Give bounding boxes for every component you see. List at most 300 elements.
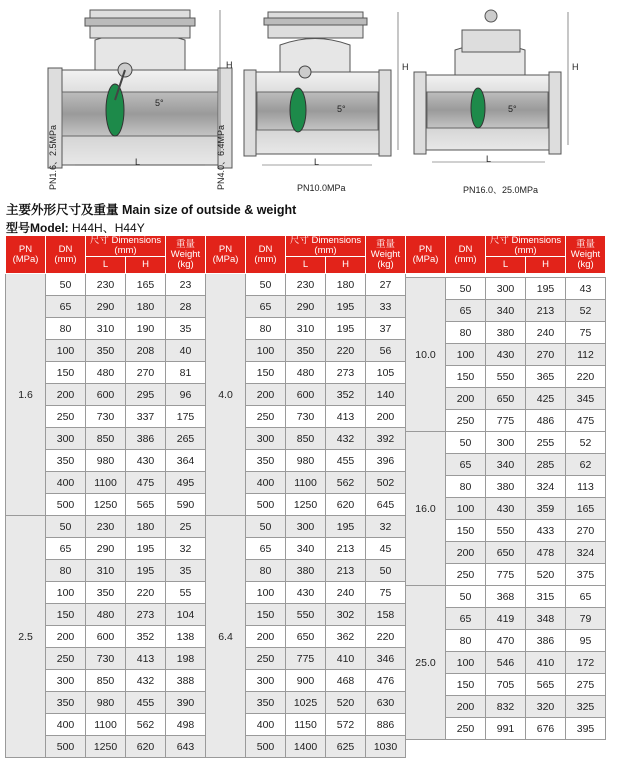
valve-drawing-3 bbox=[414, 10, 568, 162]
h-value: 410 bbox=[526, 652, 566, 674]
h-value: 213 bbox=[326, 538, 366, 560]
weight-value: 165 bbox=[566, 498, 606, 520]
h-value: 320 bbox=[526, 696, 566, 718]
l-value: 730 bbox=[86, 406, 126, 428]
weight-value: 502 bbox=[366, 472, 406, 494]
h-value: 562 bbox=[126, 714, 166, 736]
h-value: 362 bbox=[326, 626, 366, 648]
dn-value: 65 bbox=[446, 454, 486, 476]
header-dimensions: 尺寸 Dimensions (mm) bbox=[486, 236, 566, 257]
h-value: 180 bbox=[126, 296, 166, 318]
header-weight: 重量 Weight (kg) bbox=[366, 236, 406, 274]
dn-value: 400 bbox=[46, 472, 86, 494]
weight-value: 643 bbox=[166, 736, 206, 758]
dn-value: 200 bbox=[46, 384, 86, 406]
dn-value: 250 bbox=[46, 648, 86, 670]
dn-value: 150 bbox=[46, 362, 86, 384]
dn-value: 100 bbox=[446, 498, 486, 520]
dn-value: 200 bbox=[246, 626, 286, 648]
dn-value: 50 bbox=[246, 274, 286, 296]
angle-2: 5° bbox=[337, 104, 346, 114]
dn-value: 80 bbox=[246, 560, 286, 582]
dn-value: 150 bbox=[246, 604, 286, 626]
caption-pn-10-0: PN10.0MPa bbox=[297, 183, 346, 193]
h-value: 432 bbox=[326, 428, 366, 450]
model-label: 型号Model: bbox=[6, 221, 69, 235]
dn-value: 250 bbox=[46, 406, 86, 428]
l-value: 1150 bbox=[286, 714, 326, 736]
weight-value: 138 bbox=[166, 626, 206, 648]
l-value: 310 bbox=[86, 560, 126, 582]
l-value: 430 bbox=[286, 582, 326, 604]
weight-value: 395 bbox=[566, 718, 606, 740]
l-value: 230 bbox=[286, 274, 326, 296]
weight-value: 220 bbox=[566, 366, 606, 388]
l-value: 290 bbox=[86, 538, 126, 560]
weight-value: 476 bbox=[366, 670, 406, 692]
pn-value: 25.0 bbox=[406, 586, 446, 740]
dn-value: 500 bbox=[46, 494, 86, 516]
l-value: 730 bbox=[286, 406, 326, 428]
l-value: 730 bbox=[86, 648, 126, 670]
l-value: 340 bbox=[286, 538, 326, 560]
dn-value: 100 bbox=[246, 582, 286, 604]
weight-value: 50 bbox=[366, 560, 406, 582]
dn-value: 65 bbox=[246, 296, 286, 318]
weight-value: 498 bbox=[166, 714, 206, 736]
l-value: 230 bbox=[86, 516, 126, 538]
pn-value: 16.0 bbox=[406, 432, 446, 586]
weight-value: 79 bbox=[566, 608, 606, 630]
dn-value: 500 bbox=[246, 736, 286, 758]
h-value: 337 bbox=[126, 406, 166, 428]
weight-value: 56 bbox=[366, 340, 406, 362]
l-value: 775 bbox=[486, 564, 526, 586]
dn-value: 80 bbox=[46, 560, 86, 582]
dimension-h-1: H bbox=[226, 60, 233, 70]
dn-value: 400 bbox=[246, 472, 286, 494]
l-value: 300 bbox=[486, 278, 526, 300]
l-value: 980 bbox=[86, 450, 126, 472]
dn-value: 350 bbox=[46, 692, 86, 714]
header-weight: 重量 Weight (kg) bbox=[166, 236, 206, 274]
h-value: 213 bbox=[526, 300, 566, 322]
l-value: 1250 bbox=[86, 494, 126, 516]
weight-value: 81 bbox=[166, 362, 206, 384]
l-value: 230 bbox=[86, 274, 126, 296]
h-value: 190 bbox=[126, 318, 166, 340]
dn-value: 80 bbox=[446, 322, 486, 344]
l-value: 980 bbox=[286, 450, 326, 472]
dn-value: 50 bbox=[46, 274, 86, 296]
l-value: 775 bbox=[486, 410, 526, 432]
weight-value: 27 bbox=[366, 274, 406, 296]
weight-value: 590 bbox=[166, 494, 206, 516]
header-pn: PN (MPa) bbox=[406, 236, 446, 274]
h-value: 475 bbox=[126, 472, 166, 494]
valve-drawings bbox=[0, 0, 625, 195]
l-value: 380 bbox=[286, 560, 326, 582]
weight-value: 43 bbox=[566, 278, 606, 300]
h-value: 324 bbox=[526, 476, 566, 498]
weight-value: 495 bbox=[166, 472, 206, 494]
dimension-l-2: L bbox=[314, 157, 320, 167]
dn-value: 200 bbox=[446, 696, 486, 718]
dn-value: 250 bbox=[446, 564, 486, 586]
h-value: 195 bbox=[126, 560, 166, 582]
dimension-h-3: H bbox=[572, 62, 579, 72]
page-title: 主要外形尺寸及重量 Main size of outside & weight bbox=[6, 203, 297, 217]
l-value: 1400 bbox=[286, 736, 326, 758]
l-value: 300 bbox=[486, 432, 526, 454]
h-value: 195 bbox=[326, 516, 366, 538]
h-value: 359 bbox=[526, 498, 566, 520]
pn-value: 6.4 bbox=[206, 516, 246, 758]
table-row bbox=[406, 586, 606, 608]
dn-value: 80 bbox=[246, 318, 286, 340]
l-value: 1250 bbox=[286, 494, 326, 516]
header-pn: PN (MPa) bbox=[6, 236, 46, 274]
weight-value: 75 bbox=[366, 582, 406, 604]
weight-value: 392 bbox=[366, 428, 406, 450]
dn-value: 65 bbox=[446, 300, 486, 322]
l-value: 368 bbox=[486, 586, 526, 608]
l-value: 991 bbox=[486, 718, 526, 740]
weight-value: 140 bbox=[366, 384, 406, 406]
dn-value: 350 bbox=[46, 450, 86, 472]
l-value: 1100 bbox=[86, 714, 126, 736]
l-value: 310 bbox=[286, 318, 326, 340]
h-value: 386 bbox=[126, 428, 166, 450]
table-row bbox=[406, 278, 606, 300]
weight-value: 1030 bbox=[366, 736, 406, 758]
dn-value: 50 bbox=[446, 278, 486, 300]
dn-value: 100 bbox=[246, 340, 286, 362]
weight-value: 95 bbox=[566, 630, 606, 652]
header-h: H bbox=[326, 257, 366, 274]
weight-value: 396 bbox=[366, 450, 406, 472]
h-value: 562 bbox=[326, 472, 366, 494]
l-value: 300 bbox=[286, 516, 326, 538]
dn-value: 80 bbox=[46, 318, 86, 340]
l-value: 290 bbox=[286, 296, 326, 318]
h-value: 425 bbox=[526, 388, 566, 410]
h-value: 213 bbox=[326, 560, 366, 582]
dimension-h-2: H bbox=[402, 62, 409, 72]
l-value: 350 bbox=[86, 340, 126, 362]
l-value: 350 bbox=[86, 582, 126, 604]
weight-value: 104 bbox=[166, 604, 206, 626]
weight-value: 35 bbox=[166, 318, 206, 340]
valve-drawing-svg bbox=[0, 0, 625, 195]
l-value: 430 bbox=[486, 344, 526, 366]
h-value: 625 bbox=[326, 736, 366, 758]
header-h: H bbox=[526, 257, 566, 274]
l-value: 850 bbox=[86, 428, 126, 450]
weight-value: 25 bbox=[166, 516, 206, 538]
dn-value: 150 bbox=[446, 520, 486, 542]
header-pn: PN (MPa) bbox=[206, 236, 246, 274]
dn-value: 80 bbox=[446, 476, 486, 498]
dimension-l-3: L bbox=[486, 154, 492, 164]
h-value: 195 bbox=[126, 538, 166, 560]
h-value: 270 bbox=[526, 344, 566, 366]
l-value: 705 bbox=[486, 674, 526, 696]
pn-value: 10.0 bbox=[406, 278, 446, 432]
dn-value: 50 bbox=[446, 432, 486, 454]
h-value: 410 bbox=[326, 648, 366, 670]
l-value: 430 bbox=[486, 498, 526, 520]
dn-value: 65 bbox=[246, 538, 286, 560]
weight-value: 65 bbox=[566, 586, 606, 608]
h-value: 433 bbox=[526, 520, 566, 542]
weight-value: 364 bbox=[166, 450, 206, 472]
h-value: 273 bbox=[326, 362, 366, 384]
h-value: 365 bbox=[526, 366, 566, 388]
model-line bbox=[6, 219, 145, 236]
h-value: 352 bbox=[326, 384, 366, 406]
l-value: 1100 bbox=[86, 472, 126, 494]
weight-value: 45 bbox=[366, 538, 406, 560]
weight-value: 32 bbox=[366, 516, 406, 538]
caption-pn-1-6-2-5: PN1.6、2.5MPa bbox=[48, 124, 58, 190]
header-h: H bbox=[126, 257, 166, 274]
l-value: 1025 bbox=[286, 692, 326, 714]
l-value: 900 bbox=[286, 670, 326, 692]
l-value: 600 bbox=[86, 626, 126, 648]
h-value: 165 bbox=[126, 274, 166, 296]
l-value: 850 bbox=[286, 428, 326, 450]
pn-value: 4.0 bbox=[206, 274, 246, 516]
l-value: 600 bbox=[86, 384, 126, 406]
caption-pn-16-25: PN16.0、25.0MPa bbox=[463, 185, 539, 195]
h-value: 676 bbox=[526, 718, 566, 740]
dn-value: 100 bbox=[46, 582, 86, 604]
l-value: 775 bbox=[286, 648, 326, 670]
dn-value: 200 bbox=[446, 542, 486, 564]
header-weight: 重量 Weight (kg) bbox=[566, 236, 606, 274]
h-value: 620 bbox=[326, 494, 366, 516]
l-value: 980 bbox=[86, 692, 126, 714]
h-value: 565 bbox=[526, 674, 566, 696]
h-value: 302 bbox=[326, 604, 366, 626]
dn-value: 65 bbox=[46, 538, 86, 560]
weight-value: 35 bbox=[166, 560, 206, 582]
l-value: 480 bbox=[86, 604, 126, 626]
dn-value: 250 bbox=[246, 406, 286, 428]
h-value: 195 bbox=[326, 296, 366, 318]
l-value: 290 bbox=[86, 296, 126, 318]
weight-value: 630 bbox=[366, 692, 406, 714]
weight-value: 28 bbox=[166, 296, 206, 318]
weight-value: 645 bbox=[366, 494, 406, 516]
header-dn: DN (mm) bbox=[46, 236, 86, 274]
h-value: 430 bbox=[126, 450, 166, 472]
valve-drawing-2 bbox=[244, 12, 398, 165]
spec-table-right bbox=[405, 277, 606, 740]
valve-drawing-1 bbox=[48, 10, 232, 168]
l-value: 650 bbox=[486, 542, 526, 564]
l-value: 550 bbox=[286, 604, 326, 626]
h-value: 620 bbox=[126, 736, 166, 758]
weight-value: 275 bbox=[566, 674, 606, 696]
dn-value: 250 bbox=[446, 718, 486, 740]
dn-value: 65 bbox=[446, 608, 486, 630]
dn-value: 50 bbox=[46, 516, 86, 538]
l-value: 310 bbox=[86, 318, 126, 340]
h-value: 240 bbox=[526, 322, 566, 344]
h-value: 270 bbox=[126, 362, 166, 384]
l-value: 340 bbox=[486, 300, 526, 322]
l-value: 380 bbox=[486, 476, 526, 498]
h-value: 478 bbox=[526, 542, 566, 564]
l-value: 650 bbox=[286, 626, 326, 648]
weight-value: 52 bbox=[566, 432, 606, 454]
dn-value: 150 bbox=[446, 674, 486, 696]
l-value: 340 bbox=[486, 454, 526, 476]
header-dn: DN (mm) bbox=[446, 236, 486, 274]
dn-value: 150 bbox=[246, 362, 286, 384]
dn-value: 500 bbox=[46, 736, 86, 758]
dn-value: 300 bbox=[246, 670, 286, 692]
weight-value: 220 bbox=[366, 626, 406, 648]
header-dn: DN (mm) bbox=[246, 236, 286, 274]
h-value: 315 bbox=[526, 586, 566, 608]
weight-value: 390 bbox=[166, 692, 206, 714]
dn-value: 400 bbox=[246, 714, 286, 736]
pn-value: 2.5 bbox=[6, 516, 46, 758]
h-value: 220 bbox=[126, 582, 166, 604]
weight-value: 113 bbox=[566, 476, 606, 498]
l-value: 480 bbox=[286, 362, 326, 384]
weight-value: 175 bbox=[166, 406, 206, 428]
weight-value: 62 bbox=[566, 454, 606, 476]
weight-value: 40 bbox=[166, 340, 206, 362]
h-value: 285 bbox=[526, 454, 566, 476]
l-value: 470 bbox=[486, 630, 526, 652]
weight-value: 158 bbox=[366, 604, 406, 626]
weight-value: 172 bbox=[566, 652, 606, 674]
dn-value: 250 bbox=[446, 410, 486, 432]
h-value: 455 bbox=[326, 450, 366, 472]
l-value: 600 bbox=[286, 384, 326, 406]
dn-value: 400 bbox=[46, 714, 86, 736]
h-value: 413 bbox=[126, 648, 166, 670]
dn-value: 100 bbox=[46, 340, 86, 362]
weight-value: 112 bbox=[566, 344, 606, 366]
header-l: L bbox=[286, 257, 326, 274]
dn-value: 65 bbox=[46, 296, 86, 318]
dn-value: 100 bbox=[446, 652, 486, 674]
header-dimensions: 尺寸 Dimensions (mm) bbox=[86, 236, 166, 257]
weight-value: 32 bbox=[166, 538, 206, 560]
weight-value: 75 bbox=[566, 322, 606, 344]
weight-value: 270 bbox=[566, 520, 606, 542]
dn-value: 50 bbox=[246, 516, 286, 538]
weight-value: 375 bbox=[566, 564, 606, 586]
weight-value: 886 bbox=[366, 714, 406, 736]
h-value: 195 bbox=[526, 278, 566, 300]
weight-value: 52 bbox=[566, 300, 606, 322]
l-value: 832 bbox=[486, 696, 526, 718]
weight-value: 345 bbox=[566, 388, 606, 410]
l-value: 350 bbox=[286, 340, 326, 362]
dn-value: 50 bbox=[446, 586, 486, 608]
weight-value: 23 bbox=[166, 274, 206, 296]
angle-3: 5° bbox=[508, 104, 517, 114]
caption-pn-4-0-6-4: PN4.0、6.4MPa bbox=[216, 124, 226, 190]
h-value: 295 bbox=[126, 384, 166, 406]
weight-value: 37 bbox=[366, 318, 406, 340]
weight-value: 200 bbox=[366, 406, 406, 428]
weight-value: 96 bbox=[166, 384, 206, 406]
h-value: 486 bbox=[526, 410, 566, 432]
h-value: 208 bbox=[126, 340, 166, 362]
weight-value: 325 bbox=[566, 696, 606, 718]
dimension-l-1: L bbox=[135, 157, 141, 167]
h-value: 520 bbox=[526, 564, 566, 586]
weight-value: 198 bbox=[166, 648, 206, 670]
header-l: L bbox=[486, 257, 526, 274]
h-value: 520 bbox=[326, 692, 366, 714]
h-value: 468 bbox=[326, 670, 366, 692]
pn-value: 1.6 bbox=[6, 274, 46, 516]
h-value: 352 bbox=[126, 626, 166, 648]
h-value: 180 bbox=[326, 274, 366, 296]
h-value: 348 bbox=[526, 608, 566, 630]
l-value: 546 bbox=[486, 652, 526, 674]
h-value: 572 bbox=[326, 714, 366, 736]
l-value: 380 bbox=[486, 322, 526, 344]
dn-value: 300 bbox=[246, 428, 286, 450]
dn-value: 200 bbox=[46, 626, 86, 648]
weight-value: 388 bbox=[166, 670, 206, 692]
l-value: 1250 bbox=[86, 736, 126, 758]
dn-value: 350 bbox=[246, 692, 286, 714]
dn-value: 200 bbox=[446, 388, 486, 410]
weight-value: 324 bbox=[566, 542, 606, 564]
h-value: 273 bbox=[126, 604, 166, 626]
header-l: L bbox=[86, 257, 126, 274]
h-value: 255 bbox=[526, 432, 566, 454]
weight-value: 265 bbox=[166, 428, 206, 450]
weight-value: 475 bbox=[566, 410, 606, 432]
l-value: 850 bbox=[86, 670, 126, 692]
h-value: 455 bbox=[126, 692, 166, 714]
h-value: 220 bbox=[326, 340, 366, 362]
l-value: 1100 bbox=[286, 472, 326, 494]
h-value: 413 bbox=[326, 406, 366, 428]
dn-value: 150 bbox=[446, 366, 486, 388]
dn-value: 200 bbox=[246, 384, 286, 406]
dn-value: 300 bbox=[46, 670, 86, 692]
weight-value: 55 bbox=[166, 582, 206, 604]
dn-value: 350 bbox=[246, 450, 286, 472]
h-value: 565 bbox=[126, 494, 166, 516]
h-value: 180 bbox=[126, 516, 166, 538]
table-row bbox=[406, 432, 606, 454]
dn-value: 100 bbox=[446, 344, 486, 366]
dn-value: 150 bbox=[46, 604, 86, 626]
l-value: 550 bbox=[486, 520, 526, 542]
angle-1: 5° bbox=[155, 98, 164, 108]
h-value: 386 bbox=[526, 630, 566, 652]
h-value: 432 bbox=[126, 670, 166, 692]
weight-value: 105 bbox=[366, 362, 406, 384]
weight-value: 33 bbox=[366, 296, 406, 318]
dn-value: 300 bbox=[46, 428, 86, 450]
dn-value: 80 bbox=[446, 630, 486, 652]
